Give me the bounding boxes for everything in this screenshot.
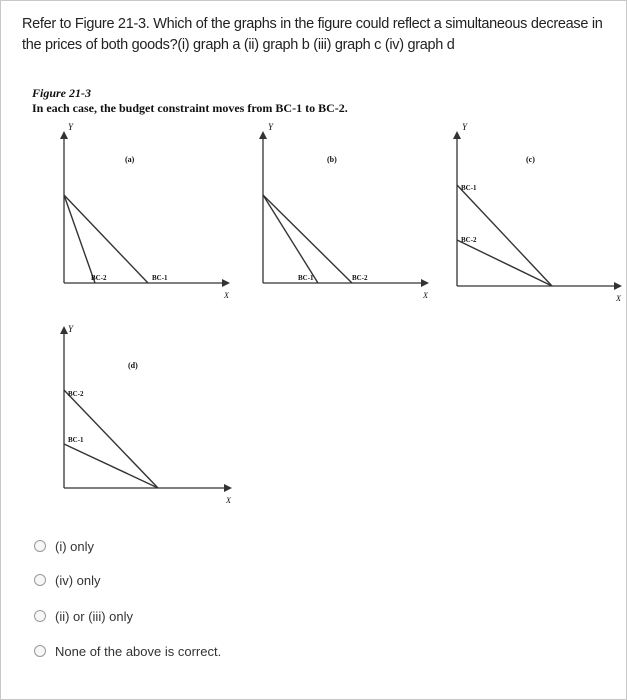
graph-a-x-label: X	[224, 291, 229, 300]
option-4-label: None of the above is correct.	[55, 643, 222, 659]
option-1-label: (i) only	[55, 538, 95, 554]
graph-d-line-label-2: BC-1	[68, 436, 84, 444]
graph-a-line-label-2: BC-1	[152, 274, 168, 282]
graph-a-y-label: Y	[68, 122, 74, 132]
graph-d-label: (d)	[128, 361, 138, 370]
graph-c-x-label: X	[616, 294, 621, 303]
graph-a-label: (a)	[125, 155, 135, 164]
graph-c-bc2-line	[457, 240, 552, 286]
graph-c-line-label-1: BC-1	[461, 184, 477, 192]
graph-d-y-label: Y	[68, 324, 74, 334]
option-1-radio[interactable]	[34, 540, 46, 552]
graph-d	[60, 324, 232, 505]
option-3[interactable]	[34, 607, 133, 625]
graph-a	[60, 122, 230, 300]
graph-d-line-label-1: BC-2	[68, 390, 84, 398]
option-1[interactable]	[34, 537, 94, 555]
graph-c-label: (c)	[526, 155, 535, 164]
figure-title: Figure 21-3	[32, 86, 92, 100]
graph-a-line-label-1: BC-2	[91, 274, 107, 282]
graph-c-y-label: Y	[462, 122, 468, 132]
graph-b-bc1-line	[263, 195, 318, 283]
graph-b-bc2-line	[263, 195, 352, 283]
question-text: Refer to Figure 21-3. Which of the graphs in the figure could reflect a simultaneous decrease in the prices of both goods?(i) graph a (ii) graph b (iii) graph c (iv) graph d	[22, 16, 603, 53]
option-3-radio[interactable]	[34, 610, 46, 622]
graph-c-line-label-2: BC-2	[461, 236, 477, 244]
figure-caption: In each case, the budget constraint moves from BC-1 to BC-2.	[32, 101, 348, 115]
graph-b	[259, 122, 429, 300]
option-2[interactable]	[34, 571, 101, 589]
option-4-radio[interactable]	[34, 645, 46, 657]
graph-d-x-label: X	[226, 496, 231, 505]
graph-a-bc1-line	[64, 195, 95, 283]
graph-b-line-label-1: BC-1	[298, 274, 314, 282]
graph-b-line-label-2: BC-2	[352, 274, 368, 282]
graph-a-bc2-line	[64, 195, 148, 283]
option-3-label: (ii) or (iii) only	[55, 608, 133, 624]
graph-b-label: (b)	[327, 155, 337, 164]
graph-b-y-label: Y	[268, 122, 274, 132]
option-4[interactable]	[34, 642, 221, 660]
option-2-radio[interactable]	[34, 574, 46, 586]
option-2-label: (iv) only	[55, 572, 101, 588]
graph-d-bc1-line	[64, 444, 158, 488]
graph-b-x-label: X	[423, 291, 428, 300]
graph-c	[453, 122, 622, 303]
